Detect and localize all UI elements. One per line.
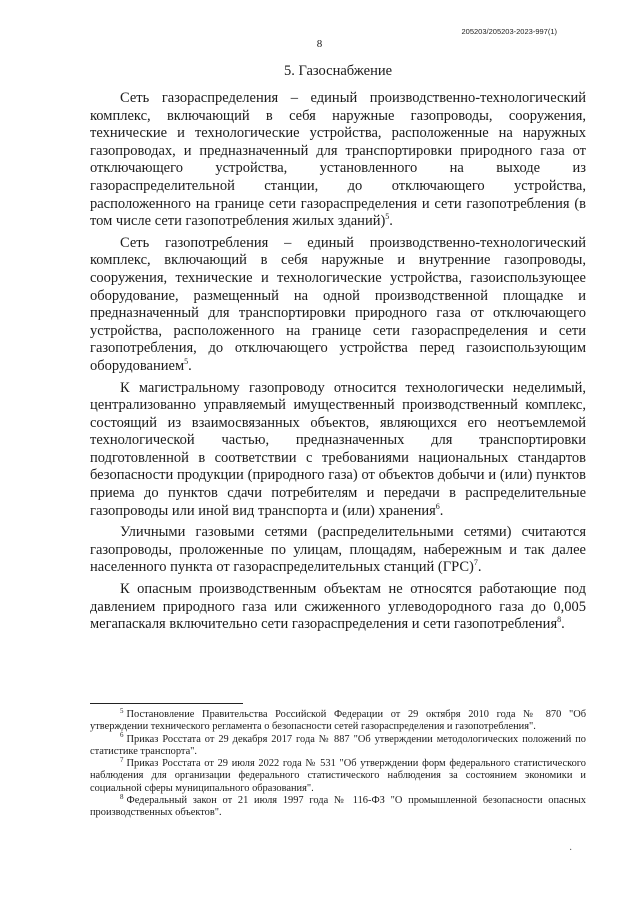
- footnote-text: Постановление Правительства Российской Федерации от 29 октября 2010 года № 870 "Об утверждении технического регламента о безопасности сетей газораспределения и газопотребления".: [90, 709, 586, 733]
- footnote-ref: 6: [435, 501, 440, 511]
- paragraph-main-gas-pipeline: К магистральному газопроводу относится технологически неделимый, централизованно управляемый имущественный производственный комплекс, состоящий из взаимосвязанных объектов, являющихся его неотъемлемой технологической частью, предназначенных для транспортировки подготовленной в соответствии с требованиями национальных стандартов безопасности продукции (природного газа) от объектов добычи и (или) пунктов приема до пунктов сдачи потребителям и передачи в распределительные газопроводы или иной вид транспорта и (или) хранения$^6$.: [90, 379, 586, 519]
- footnote-mark: 5: [120, 706, 124, 715]
- footnote-item: [90, 792, 586, 820]
- footnote-ref: 5: [184, 357, 189, 367]
- footnote-ref: 8: [557, 615, 562, 625]
- document-id: 205203/205203-2023-997(1): [461, 27, 557, 36]
- paragraph-hazardous-objects: К опасным производственным объектам не относятся работающие под давлением природного газа или сжиженного углеводородного газа до 0,005 мегапаскаля включительно сети газораспределения и сети газопотребления$^8$.: [90, 581, 586, 633]
- paragraph-text: Сеть газопотребления – единый производственно-технологический комплекс, включающий в себя наружные и внутренние газопроводы, сооружения, технические и технологические устройства, газоиспользующее оборудование, размещенный на одной производственной площадке и предназначенный для транспортировки природного газа от отключающего устройства, расположенного на границе сети газораспределения и сети газопотребления, до отключающего устройства перед газоиспользующим оборудованием: [90, 234, 586, 374]
- footnote-text: Федеральный закон от 21 июля 1997 года № 116-ФЗ "О промышленной безопасности опасных производственных объектов".: [90, 795, 586, 819]
- footnote-item: [90, 706, 586, 734]
- paragraph-text: К магистральному газопроводу относится технологически неделимый, централизованно управляемый имущественный производственный комплекс, состоящий из взаимосвязанных объектов, являющихся его неотъемлемой технологической частью, предназначенных для транспортировки подготовленной в соответствии с требованиями национальных стандартов безопасности продукции (природного газа) от объектов добычи и (или) пунктов приема до пунктов сдачи потребителям и передачи в распределительные газопроводы или иной вид транспорта и (или) хранения: [90, 379, 586, 519]
- main-content: [90, 62, 586, 638]
- section-title: 5. Газоснабжение: [283, 63, 393, 79]
- paragraph-gas-consumption-network: Сеть газопотребления – единый производственно-технологический комплекс, включающий в себя наружные и внутренние газопроводы, сооружения, технические и технологические устройства, газоиспользующее оборудование, размещенный на одной производственной площадке и предназначенный для транспортировки природного газа от отключающего устройства, расположенного на границе сети газораспределения и сети газопотребления, до отключающего устройства перед газоиспользующим оборудованием$^5$.: [90, 234, 586, 374]
- paragraph-gas-distribution-network: Сеть газораспределения – единый производственно-технологический комплекс, включающий в себя наружные газопроводы, сооружения, технические и технологические устройства, расположенные на наружных газопроводах, и предназначенный для транспортировки природного газа от отключающего устройства, установленного на выходе из газораспределительной станции, до отключающего устройства, расположенного на границе сети газораспределения и сети газопотребления (в том числе сети газопотребления жилых зданий)$^5$.: [90, 90, 586, 230]
- footnote-mark: 8: [120, 792, 124, 801]
- paragraph-text: К опасным производственным объектам не относятся работающие под давлением природного газа или сжиженного углеводородного газа до 0,005 мегапаскаля включительно сети газораспределения и сети газопотребления: [90, 581, 586, 633]
- footnote-item: [90, 755, 586, 795]
- footnote-text: Приказ Росстата от 29 июля 2022 года № 531 "Об утверждении форм федерального статистического наблюдения для организации федерального статистического наблюдения за состоянием экономики и социальной сферы муниципального образования".: [90, 758, 586, 794]
- footnote-mark: 6: [120, 731, 124, 740]
- footnote-mark: 7: [120, 755, 124, 764]
- footnotes: [90, 706, 586, 820]
- footnote-separator: [90, 703, 243, 704]
- margin-dot: ·: [569, 845, 573, 856]
- paragraph-text: Уличными газовыми сетями (распределительными сетями) считаются газопроводы, проложенные по улицам, площадям, набережным и так далее населенного пункта от газораспределительных станций (ГРС): [90, 524, 586, 576]
- footnote-ref: 7: [473, 558, 478, 568]
- paragraph-street-gas-networks: Уличными газовыми сетями (распределительными сетями) считаются газопроводы, проложенные по улицам, площадям, набережным и так далее населенного пункта от газораспределительных станций (ГРС)$^7$.: [90, 524, 586, 576]
- paragraph-text: Сеть газораспределения – единый производственно-технологический комплекс, включающий в себя наружные газопроводы, сооружения, технические и технологические устройства, расположенные на наружных газопроводах, и предназначенный для транспортировки природного газа от отключающего устройства, установленного на выходе из газораспределительной станции, до отключающего устройства, расположенного на границе сети газораспределения и сети газопотребления (в том числе сети газопотребления жилых зданий): [90, 90, 586, 230]
- page-number: 8: [316, 38, 323, 50]
- footnote-item: [90, 731, 586, 759]
- footnote-ref: 5: [385, 212, 390, 222]
- footnote-text: Приказ Росстата от 29 декабря 2017 года № 887 "Об утверждении методологических положений по статистике транспорта".: [90, 733, 586, 757]
